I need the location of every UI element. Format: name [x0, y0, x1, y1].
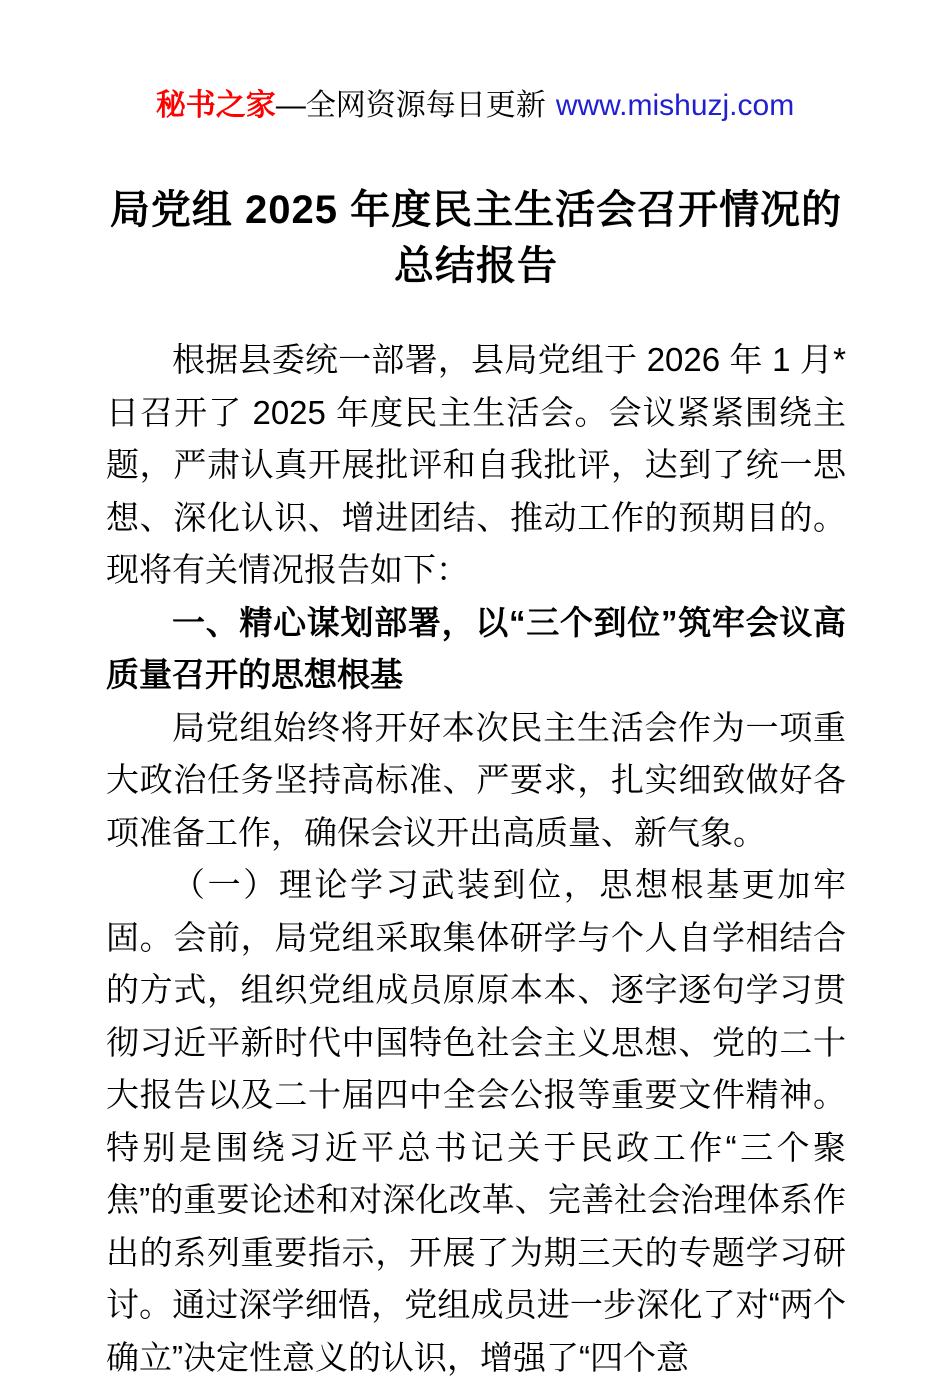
site-brand-name: 秘书之家 — [155, 89, 276, 122]
document-title: 局党组 2025 年度民主生活会召开情况的总结报告 — [109, 188, 843, 288]
section-1-paragraph: 局党组始终将开好本次民主生活会作为一项重大政治任务坚持高标准、严要求，扎实细致做好各项准备工作，确保会议开出高质量、新气象。 — [106, 708, 846, 851]
site-tagline: 全网资源每日更新 — [305, 89, 546, 122]
site-url-link[interactable]: www.mishuzj.com — [555, 89, 795, 122]
em-dash-separator: — — [275, 89, 306, 122]
intro-paragraph: 根据县委统一部署，县局党组于 2026 年 1 月*日召开了 2025 年度民主生活会。会议紧紧围绕主题，严肃认真开展批评和自我批评，达到了统一思想、深化认识、增进团结、推动工作的预期目的。现将有关情况报告如下： — [106, 341, 846, 588]
subsection-1-1-paragraph: （一）理论学习武装到位，思想根基更加牢固。会前，局党组采取集体研学与个人自学相结合的方式，组织党组成员原原本本、逐字逐句学习贯彻习近平新时代中国特色社会主义思想、党的二十大报告以及二十届四中全会公报等重要文件精神。特别是围绕习近平总书记关于民政工作“三个聚焦”的重要论述和对深化改革、完善社会治理体系作出的系列重要指示，开展了为期三天的专题学习研讨。通过深学细悟，党组成员进一步深化了对“两个确立”决定性意义的认识，增强了“四个意 — [106, 866, 846, 1376]
document-body — [106, 334, 846, 1384]
site-watermark-header — [0, 0, 950, 126]
section-1-heading: 一、精心谋划部署，以“三个到位”筑牢会议高质量召开的思想根基 — [106, 603, 846, 693]
